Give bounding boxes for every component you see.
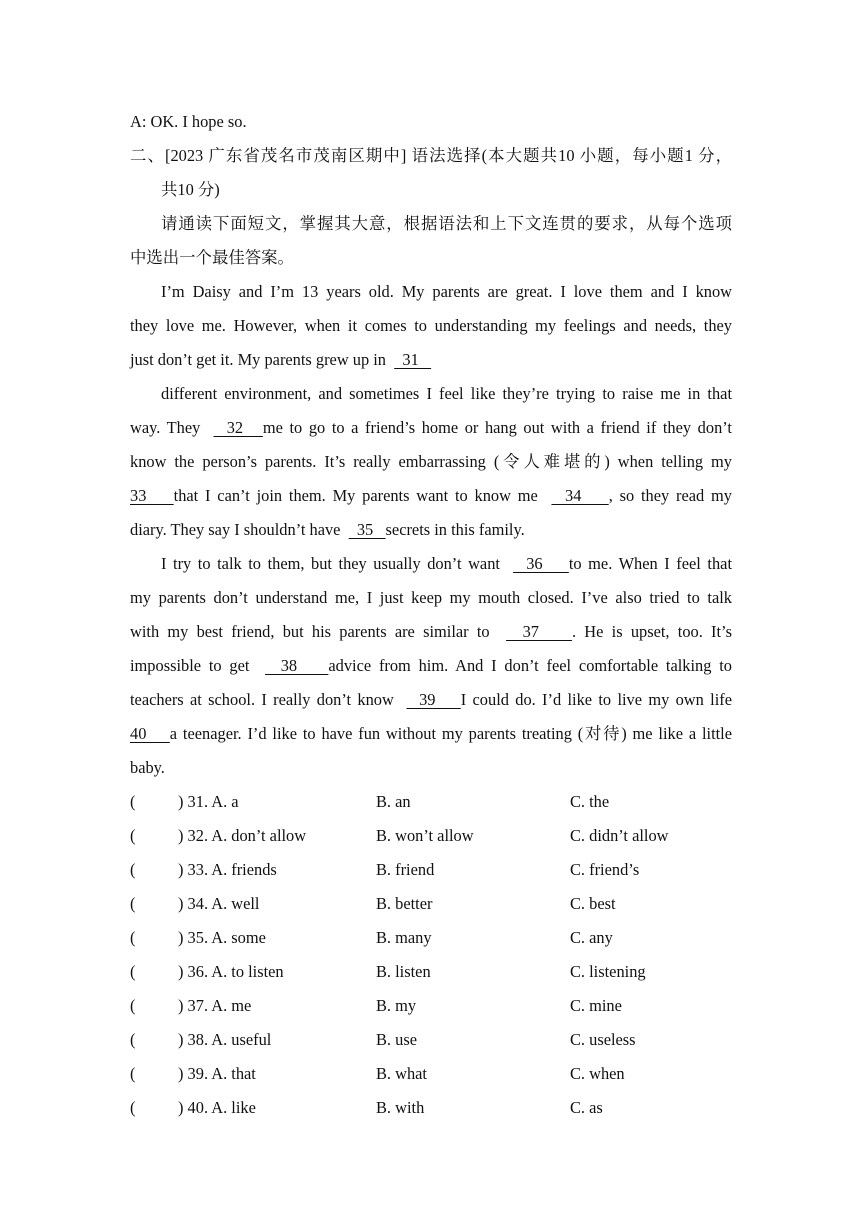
answer-paren[interactable]: (: [130, 894, 136, 913]
passage-text: just don’t get it. My parents grew up in: [130, 350, 386, 369]
option-c: C. mine: [570, 996, 622, 1015]
option-a: ) 32. A. don’t allow: [178, 826, 307, 845]
option-a: ) 39. A. that: [178, 1064, 256, 1083]
passage-line: know the person’s parents. It’s really embarrassing (令人难堪的) when telling my: [130, 452, 732, 471]
passage-text: . He is upset, too. It’s: [571, 622, 732, 641]
passage-text: secrets in this family.: [385, 520, 525, 539]
passage-text: impossible to get: [130, 656, 250, 675]
passage-line: [130, 690, 732, 710]
option-b: B. won’t allow: [376, 826, 474, 845]
option-a: ) 34. A. well: [178, 894, 260, 913]
blank-34: 34: [551, 486, 609, 505]
option-a: ) 38. A. useful: [178, 1030, 272, 1049]
option-row-32: [130, 826, 732, 846]
passage-text: I try to talk to them, but they usually don’t want: [161, 554, 500, 573]
dialogue-line: A: OK. I hope so.: [130, 112, 247, 131]
passage-line: [161, 554, 732, 574]
answer-paren[interactable]: (: [130, 826, 136, 845]
option-c: C. best: [570, 894, 616, 913]
instructions: 请通读下面短文，掌握其大意，根据语法和上下文连贯的要求，从每个选项: [161, 214, 732, 233]
option-c: C. didn’t allow: [570, 826, 669, 845]
blank-33: 33: [130, 486, 174, 505]
option-c: C. the: [570, 792, 610, 811]
passage-line: they love me. However, when it comes to understanding my feelings and needs, they: [130, 316, 732, 335]
answer-paren[interactable]: (: [130, 1064, 136, 1083]
blank-36: 36: [513, 554, 569, 573]
option-b: B. my: [376, 996, 417, 1015]
option-row-33: [130, 860, 732, 880]
option-b: B. use: [376, 1030, 417, 1049]
answer-paren[interactable]: (: [130, 1030, 136, 1049]
passage-line: [130, 724, 732, 744]
passage-text: with my best friend, but his parents are similar to: [130, 622, 490, 641]
passage-text: teachers at school. I really don’t know: [130, 690, 394, 709]
answer-paren[interactable]: (: [130, 792, 136, 811]
blank-40: 40: [130, 724, 170, 743]
passage-text: that I can’t join them. My parents want to know me: [173, 486, 538, 505]
passage-text: I could do. I’d like to live my own life: [460, 690, 732, 709]
option-a: ) 35. A. some: [178, 928, 266, 947]
passage-line: [130, 656, 732, 676]
passage-line: [130, 486, 732, 506]
option-c: C. any: [570, 928, 613, 947]
option-b: B. with: [376, 1098, 425, 1117]
passage-text: me to go to a friend’s home or hang out with a friend if they don’t: [262, 418, 732, 437]
passage-text: way. They: [130, 418, 201, 437]
option-c: C. as: [570, 1098, 603, 1117]
option-b: B. better: [376, 894, 433, 913]
option-b: B. friend: [376, 860, 435, 879]
passage-line: my parents don’t understand me, I just keep my mouth closed. I’ve also tried to talk: [130, 588, 732, 607]
option-b: B. many: [376, 928, 432, 947]
option-row-35: [130, 928, 732, 948]
passage-line: different environment, and sometimes I feel like they’re trying to raise me in that: [161, 384, 732, 403]
blank-37: 37: [506, 622, 572, 641]
option-row-39: [130, 1064, 732, 1084]
option-a: ) 31. A. a: [178, 792, 239, 811]
passage-line: baby.: [130, 758, 165, 777]
passage-line: [130, 418, 732, 438]
option-a: ) 33. A. friends: [178, 860, 277, 879]
option-row-31: [130, 792, 732, 812]
blank-35: 35: [348, 520, 386, 539]
answer-paren[interactable]: (: [130, 1098, 136, 1117]
blank-31: 31: [394, 350, 432, 369]
blank-32: 32: [213, 418, 263, 437]
option-a: ) 37. A. me: [178, 996, 252, 1015]
blank-38: 38: [265, 656, 329, 675]
blank-39: 39: [406, 690, 461, 709]
option-b: B. what: [376, 1064, 427, 1083]
passage-text: advice from him. And I don’t feel comfortable talking to: [328, 656, 733, 675]
passage-text: a teenager. I’d like to have fun without my parents treating (对待) me like a little: [169, 724, 733, 743]
option-a: ) 36. A. to listen: [178, 962, 284, 981]
passage-line: [130, 350, 732, 370]
answer-paren[interactable]: (: [130, 996, 136, 1015]
section-heading: 二、[2023 广东省茂名市茂南区期中] 语法选择(本大题共10 小题，每小题1 分，: [130, 146, 732, 165]
option-b: B. an: [376, 792, 411, 811]
option-row-36: [130, 962, 732, 982]
passage-line: [130, 622, 732, 642]
option-c: C. when: [570, 1064, 625, 1083]
option-row-38: [130, 1030, 732, 1050]
option-b: B. listen: [376, 962, 431, 981]
answer-paren[interactable]: (: [130, 928, 136, 947]
section-heading-cont: 共10 分): [161, 180, 220, 199]
option-a: ) 40. A. like: [178, 1098, 256, 1117]
option-c: C. friend’s: [570, 860, 640, 879]
option-c: C. listening: [570, 962, 646, 981]
answer-paren[interactable]: (: [130, 860, 136, 879]
option-c: C. useless: [570, 1030, 636, 1049]
passage-line: I’m Daisy and I’m 13 years old. My parents are great. I love them and I know: [161, 282, 732, 301]
passage-text: to me. When I feel that: [568, 554, 732, 573]
passage-text: diary. They say I shouldn’t have: [130, 520, 341, 539]
option-row-40: [130, 1098, 732, 1118]
passage-text: , so they read my: [608, 486, 732, 505]
passage-line: [130, 520, 732, 540]
option-row-34: [130, 894, 732, 914]
instructions-cont: 中选出一个最佳答案。: [130, 248, 294, 267]
option-row-37: [130, 996, 732, 1016]
answer-paren[interactable]: (: [130, 962, 136, 981]
